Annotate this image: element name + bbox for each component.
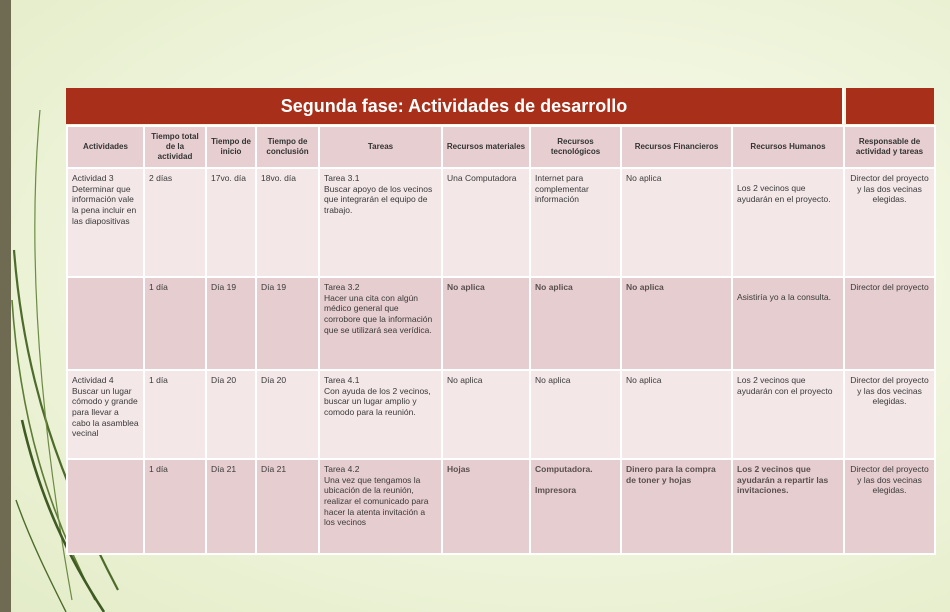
tarea-title: Tarea 3.1 — [324, 173, 360, 183]
table-row — [67, 168, 935, 277]
cell-materiales: No aplica — [442, 370, 530, 459]
cell-tecnologicos — [530, 459, 621, 554]
cell-responsable: Director del proyecto y las dos vecinas elegidas. — [844, 459, 935, 554]
cell-conclusion: 18vo. día — [256, 168, 319, 277]
tarea-title: Tarea 3.2 — [324, 282, 360, 292]
cell-responsable: Director del proyecto — [844, 277, 935, 370]
activities-table — [66, 125, 936, 555]
cell-inicio: Día 20 — [206, 370, 256, 459]
cell-tecnologicos — [530, 168, 621, 277]
cell-tiempo-total: 1 día — [144, 370, 206, 459]
tecnologicos-text: Internet para complementar información — [535, 173, 589, 205]
cell-humanos: Los 2 vecinos que ayudarán con el proyecto — [732, 370, 844, 459]
cell-financieros: No aplica — [621, 168, 732, 277]
cell-humanos: Asistiría yo a la consulta. — [732, 277, 844, 370]
table-row — [67, 370, 935, 459]
cell-financieros: No aplica — [621, 370, 732, 459]
cell-financieros: No aplica — [621, 277, 732, 370]
cell-tiempo-total: 1 día — [144, 459, 206, 554]
cell-materiales: Una Computadora — [442, 168, 530, 277]
header-recursos-humanos: Recursos Humanos — [732, 126, 844, 168]
tecnologicos-text: Computadora. — [535, 464, 593, 474]
tecnologicos-text: No aplica — [535, 282, 573, 292]
tarea-desc: Hacer una cita con algún médico general que corrobore que la información que se utilizará sea verídica. — [324, 292, 433, 335]
cell-tecnologicos — [530, 277, 621, 370]
table-row — [67, 277, 935, 370]
cell-actividad — [67, 277, 144, 370]
cell-tarea — [319, 277, 442, 370]
tecnologicos-text-2: Impresora — [535, 484, 577, 495]
cell-tarea — [319, 459, 442, 554]
cell-inicio: Día 21 — [206, 459, 256, 554]
cell-inicio: Día 19 — [206, 277, 256, 370]
cell-conclusion: Día 20 — [256, 370, 319, 459]
tecnologicos-text: No aplica — [535, 375, 571, 385]
cell-financieros: Dinero para la compra de toner y hojas — [621, 459, 732, 554]
tarea-desc: Buscar apoyo de los vecinos que integrarán el equipo de trabajo. — [324, 183, 433, 215]
cell-humanos: Los 2 vecinos que ayudarán en el proyecto. — [732, 168, 844, 277]
tarea-desc: Con ayuda de los 2 vecinos, buscar un lugar amplio y comodo para la reunión. — [324, 385, 431, 417]
slide-title: Segunda fase: Actividades de desarrollo — [66, 88, 844, 124]
header-actividades: Actividades — [67, 126, 144, 168]
header-recursos-tecnologicos: Recursos tecnológicos — [530, 126, 621, 168]
cell-tiempo-total: 1 día — [144, 277, 206, 370]
cell-materiales: Hojas — [442, 459, 530, 554]
header-tareas: Tareas — [319, 126, 442, 168]
header-tiempo-inicio: Tiempo de inicio — [206, 126, 256, 168]
cell-humanos: Los 2 vecinos que ayudarán a repartir las invitaciones. — [732, 459, 844, 554]
cell-conclusion: Día 19 — [256, 277, 319, 370]
header-responsable: Responsable de actividad y tareas — [844, 126, 935, 168]
cell-actividad: Actividad 4 Buscar un lugar cómodo y grande para llevar a cabo la asamblea vecinal — [67, 370, 144, 459]
cell-inicio: 17vo. día — [206, 168, 256, 277]
tarea-title: Tarea 4.1 — [324, 375, 360, 385]
header-recursos-financieros: Recursos Financieros — [621, 126, 732, 168]
tarea-desc: Una vez que tengamos la ubicación de la reunión, realizar el comunicado para hacer la atenta invitación a los vecinos — [324, 474, 429, 528]
cell-conclusion: Día 21 — [256, 459, 319, 554]
tarea-title: Tarea 4.2 — [324, 464, 360, 474]
cell-responsable: Director del proyecto y las dos vecinas elegidas. — [844, 370, 935, 459]
cell-tiempo-total: 2 días — [144, 168, 206, 277]
cell-actividad: Actividad 3 Determinar que información vale la pena incluir en las diapositivas — [67, 168, 144, 277]
title-bar-end-cell — [846, 88, 934, 124]
header-tiempo-total: Tiempo total de la actividad — [144, 126, 206, 168]
cell-responsable: Director del proyecto y las dos vecinas elegidas. — [844, 168, 935, 277]
cell-tecnologicos — [530, 370, 621, 459]
header-recursos-materiales: Recursos materiales — [442, 126, 530, 168]
cell-tarea — [319, 168, 442, 277]
cell-tarea — [319, 370, 442, 459]
header-tiempo-conclusion: Tiempo de conclusión — [256, 126, 319, 168]
table-header-row — [67, 126, 935, 168]
table-row — [67, 459, 935, 554]
cell-actividad — [67, 459, 144, 554]
cell-materiales: No aplica — [442, 277, 530, 370]
